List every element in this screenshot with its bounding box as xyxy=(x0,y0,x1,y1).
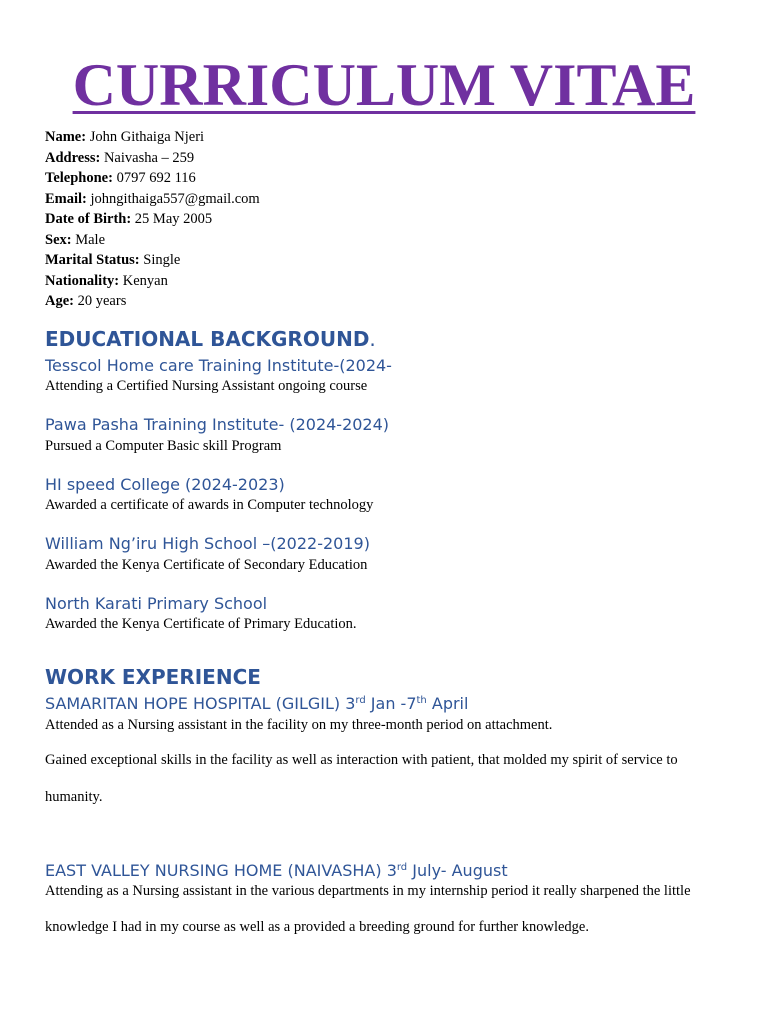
info-row-email xyxy=(45,189,260,210)
document-title: CURRICULUM VITAE xyxy=(72,52,696,118)
work-employer-name: EAST VALLEY NURSING HOME (NAIVASHA) 3 xyxy=(45,861,397,880)
education-description: Awarded a certificate of awards in Computer technology xyxy=(45,497,374,513)
info-label: Age: xyxy=(45,293,74,309)
work-date-end: July- August xyxy=(407,861,508,880)
work-heading: WORK EXPERIENCE xyxy=(45,665,261,689)
info-label: Marital Status: xyxy=(45,252,140,268)
education-heading-suffix: . xyxy=(369,327,376,351)
work-description-line: humanity. xyxy=(45,789,103,805)
info-value: John Githaiga Njeri xyxy=(89,129,205,145)
info-label: Nationality: xyxy=(45,272,120,289)
info-row-telephone xyxy=(45,168,260,189)
info-label: Sex: xyxy=(45,231,72,248)
work-employer xyxy=(45,694,468,713)
info-label: Date of Birth: xyxy=(45,211,132,227)
work-description-line: Attended as a Nursing assistant in the facility on my three-month period on attachment. xyxy=(45,717,553,733)
education-institution: Pawa Pasha Training Institute- (2024-2024) xyxy=(45,415,390,434)
info-row-dob xyxy=(45,209,260,230)
info-value: 25 May 2005 xyxy=(134,211,213,227)
education-description: Attending a Certified Nursing Assistant ongoing course xyxy=(45,378,368,394)
work-description-line: Attending as a Nursing assistant in the various departments in my internship period it really sharpened the little xyxy=(45,883,691,899)
info-row-age xyxy=(45,291,260,312)
education-heading xyxy=(45,327,376,351)
info-value: 20 years xyxy=(77,293,127,309)
info-row-nationality xyxy=(45,271,260,292)
education-institution: HI speed College (2024-2023) xyxy=(45,475,285,494)
info-value: Male xyxy=(75,231,106,248)
education-description: Awarded the Kenya Certificate of Secondary Education xyxy=(45,557,368,573)
info-value: Single xyxy=(143,252,181,268)
education-institution: William Ng’iru High School –(2022-2019) xyxy=(45,534,370,553)
info-row-marital-status xyxy=(45,250,260,271)
work-date-suffix: th xyxy=(416,695,427,706)
work-description-line: knowledge I had in my course as well as a provided a breeding ground for further knowledge. xyxy=(45,919,589,935)
work-date-suffix: rd xyxy=(355,695,366,706)
work-date-suffix: rd xyxy=(396,862,408,873)
info-label: Telephone: xyxy=(45,170,113,186)
education-description: Pursued a Computer Basic skill Program xyxy=(45,438,282,454)
info-row-name xyxy=(45,127,260,148)
personal-info xyxy=(45,127,260,312)
education-institution: North Karati Primary School xyxy=(45,594,268,613)
education-heading-text: EDUCATIONAL BACKGROUND xyxy=(45,327,370,351)
info-label: Address: xyxy=(45,149,101,166)
info-value: 0797 692 116 xyxy=(116,170,196,186)
info-row-address xyxy=(45,148,260,169)
education-description: Awarded the Kenya Certificate of Primary Education. xyxy=(45,616,357,632)
work-employer xyxy=(45,861,508,880)
info-value: johngithaiga557@gmail.com xyxy=(90,190,260,207)
work-employer-name: SAMARITAN HOPE HOSPITAL (GILGIL) 3 xyxy=(45,694,356,713)
info-label: Email: xyxy=(45,190,87,207)
info-row-sex xyxy=(45,230,260,251)
work-date-mid: Jan -7 xyxy=(365,694,417,713)
work-description-line: Gained exceptional skills in the facility as well as interaction with patient, that molded my spirit of service to xyxy=(45,752,678,768)
info-label: Name: xyxy=(45,129,87,145)
education-institution: Tesscol Home care Training Institute-(2024- xyxy=(45,356,392,375)
info-value: Naivasha – 259 xyxy=(103,149,195,166)
work-date-end: April xyxy=(426,694,469,713)
info-value: Kenyan xyxy=(122,272,168,289)
